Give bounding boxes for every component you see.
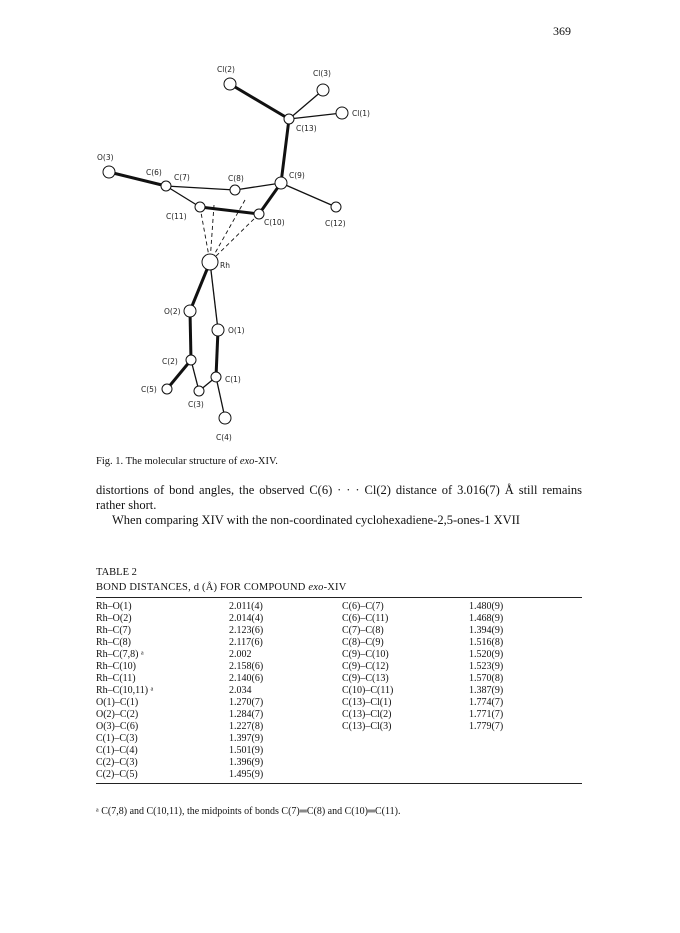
bond-name-cell: C(8)–C(9) (342, 637, 384, 648)
bond-rh-o1 (210, 262, 218, 330)
label-o1: O(1) (228, 326, 245, 335)
bond-name-cell (342, 769, 469, 784)
bond-distance-cell: 2.014(4) (229, 613, 264, 624)
bond-distance-cell: 1.771(7) (469, 709, 504, 720)
bond-distance-cell: 1.397(9) (229, 733, 264, 744)
label-c11: C(11) (166, 212, 187, 221)
bond-name-cell: C(9)–C(10) (342, 649, 389, 660)
bond-distance-cell: 2.123(6) (229, 625, 264, 636)
bond-name-cell: Rh–O(1) (96, 601, 132, 612)
bond-name-cell: Rh–C(7) (96, 625, 131, 636)
bond-distance-cell: 1.227(8) (229, 721, 264, 732)
atom-c9 (275, 177, 287, 189)
bond-distance-cell: 1.284(7) (229, 709, 264, 720)
bond-distance-cell: 2.117(6) (229, 637, 263, 648)
bond-distance-cell: 1.387(9) (469, 685, 504, 696)
bond-c7-c8 (235, 183, 281, 190)
label-c10: C(10) (264, 218, 285, 227)
atom-cl1 (336, 107, 348, 119)
figure-caption: Fig. 1. The molecular structure of exo-XIV. (96, 456, 278, 467)
bond-name-cell: C(10)–C(11) (342, 685, 394, 696)
atom-c12 (331, 202, 341, 212)
atom-c4 (219, 412, 231, 424)
paragraph-2: When comparing XIV with the non-coordinated cyclohexadiene-2,5-ones-1 XVII (112, 513, 520, 527)
bond-c6-c7 (166, 186, 235, 190)
bond-name-cell: C(1)–C(3) (96, 733, 138, 744)
bond-o1-c1 (216, 330, 218, 377)
bond-name-cell: C(13)–Cl(2) (342, 709, 392, 720)
label-cl2: Cl(2) (217, 65, 235, 74)
bond-name-cell (342, 745, 469, 757)
body-text (96, 483, 582, 528)
bond-distance-cell: 1.516(8) (469, 637, 504, 648)
bond-name-cell: C(13)–Cl(1) (342, 697, 392, 708)
bond-distance-cell: 1.468(9) (469, 613, 504, 624)
label-cl3: Cl(3) (313, 69, 331, 78)
bond-name-cell: Rh–C(8) (96, 637, 131, 648)
atom-rh (202, 254, 218, 270)
bond-distance-cell: 1.501(9) (229, 745, 264, 756)
atom-o3 (103, 166, 115, 178)
bond-name-cell: C(6)–C(11) (342, 613, 389, 624)
label-c7: C(7) (174, 173, 190, 182)
atom-cl2 (224, 78, 236, 90)
bond-distance-cell: 1.779(7) (469, 721, 504, 732)
label-c2: C(2) (162, 357, 178, 366)
bond-distance-cell: 2.158(6) (229, 661, 264, 672)
label-c12: C(12) (325, 219, 346, 228)
label-cl1: Cl(1) (352, 109, 370, 118)
bond-name-cell: O(1)–C(1) (96, 697, 139, 708)
label-o3: O(3) (97, 153, 114, 162)
label-c3: C(3) (188, 400, 204, 409)
label-rh: Rh (220, 261, 230, 270)
atom-c8 (230, 185, 240, 195)
table-label: TABLE 2 (96, 567, 137, 578)
bond-distance-cell (469, 733, 582, 745)
bond-rh-c7 (210, 205, 214, 262)
atom-o1 (212, 324, 224, 336)
bond-distance-cell: 2.140(6) (229, 673, 264, 684)
paragraph-1: distortions of bond angles, the observed C(6) · · · Cl(2) distance of 3.016(7) Å still remains rather short. (96, 483, 582, 512)
bond-distance-cell: 1.480(9) (469, 601, 504, 612)
atom-c5 (162, 384, 172, 394)
bond-name-cell: Rh–C(11) (96, 673, 136, 684)
atom-o2 (184, 305, 196, 317)
table-row (96, 709, 582, 721)
atom-cl3 (317, 84, 329, 96)
table-row (96, 613, 582, 625)
table-row (96, 697, 582, 709)
atom-c10 (254, 209, 264, 219)
bond-name-cell: C(1)–C(4) (96, 745, 138, 756)
table-row (96, 733, 582, 745)
bond-distance-cell: 1.396(9) (229, 757, 264, 768)
bond-name-cell: C(9)–C(12) (342, 661, 389, 672)
label-o2: O(2) (164, 307, 181, 316)
bond-name-cell (342, 733, 469, 745)
label-c13: C(13) (296, 124, 317, 133)
table-row (96, 745, 582, 757)
bond-name-cell: C(9)–C(13) (342, 673, 389, 684)
bond-name-cell (342, 757, 469, 769)
table-row (96, 673, 582, 685)
bond-o2-c2 (190, 311, 191, 360)
bond-name-cell: Rh–C(10) (96, 661, 136, 672)
atom-c11 (195, 202, 205, 212)
label-c5: C(5) (141, 385, 157, 394)
bond-name-cell: Rh–C(7,8) ᵃ (96, 649, 144, 660)
bond-distance-cell (469, 745, 582, 757)
bond-name-cell: O(3)–C(6) (96, 721, 139, 732)
table-title: BOND DISTANCES, d (Å) FOR COMPOUND exo-XIV (96, 582, 347, 593)
atom-c1 (211, 372, 221, 382)
table-footnote: ᵃ C(7,8) and C(10,11), the midpoints of bonds C(7)═C(8) and C(10)═C(11). (96, 806, 401, 817)
table-row (96, 625, 582, 637)
bond-distance-cell: 1.774(7) (469, 697, 504, 708)
bond-distance-cell: 1.270(7) (229, 697, 264, 708)
label-c4: C(4) (216, 433, 232, 442)
bond-name-cell: Rh–C(10,11) ᵃ (96, 685, 154, 696)
table-row (96, 769, 582, 784)
bond-distance-cell: 1.495(9) (229, 769, 264, 780)
bond-name-cell: C(2)–C(5) (96, 769, 138, 780)
table-row (96, 721, 582, 733)
bond-c13-cl2 (230, 84, 289, 119)
bond-distance-cell: 1.520(9) (469, 649, 504, 660)
bond-c6-c11 (166, 186, 200, 207)
bond-distance-cell: 1.570(8) (469, 673, 504, 684)
table-row (96, 757, 582, 769)
table-row (96, 685, 582, 697)
atom-c6 (161, 181, 171, 191)
bond-name-cell: Rh–O(2) (96, 613, 132, 624)
bond-c13-cl1 (289, 113, 342, 119)
label-c1: C(1) (225, 375, 241, 384)
table-row (96, 661, 582, 673)
bond-c11-c10 (200, 207, 259, 214)
bond-name-cell: O(2)–C(2) (96, 709, 139, 720)
bond-name-cell: C(6)–C(7) (342, 601, 384, 612)
bond-distance-cell: 1.523(9) (469, 661, 504, 672)
label-c9: C(9) (289, 171, 305, 180)
bond-distance-cell: 2.011(4) (229, 601, 263, 612)
bond-distance-cell (469, 769, 582, 784)
bond-distance-cell: 2.034 (229, 685, 252, 696)
label-c8: C(8) (228, 174, 244, 183)
bond-name-cell: C(13)–Cl(3) (342, 721, 392, 732)
bond-c13-cl3 (289, 90, 323, 119)
bond-distances-table (96, 597, 582, 784)
bond-c9-c13 (281, 119, 289, 183)
bond-rh-c10 (210, 214, 259, 262)
bond-name-cell: C(7)–C(8) (342, 625, 384, 636)
table-row (96, 598, 582, 614)
atom-c2 (186, 355, 196, 365)
atom-c13 (284, 114, 294, 124)
table-row (96, 637, 582, 649)
page-number: 369 (553, 24, 571, 38)
label-c6: C(6) (146, 168, 162, 177)
table-row (96, 649, 582, 661)
bond-name-cell: C(2)–C(3) (96, 757, 138, 768)
atom-c3 (194, 386, 204, 396)
bond-distance-cell: 2.002 (229, 649, 252, 660)
bond-c9-c12 (281, 183, 336, 207)
bond-distance-cell: 1.394(9) (469, 625, 504, 636)
bond-distance-cell (469, 757, 582, 769)
